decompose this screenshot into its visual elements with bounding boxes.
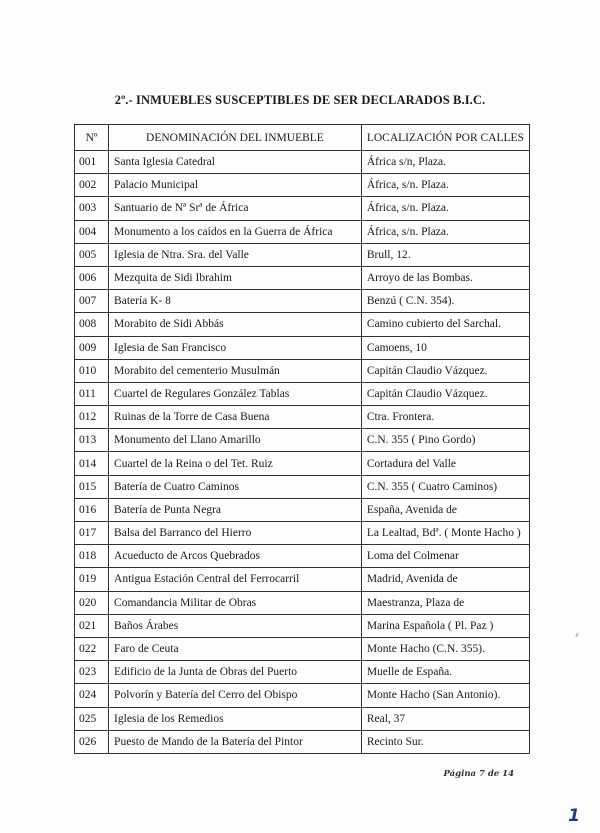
row-number-cell: 002 xyxy=(75,174,109,197)
row-name-cell: Santuario de Nª Srª de África xyxy=(109,197,362,220)
row-name-cell: Batería de Cuatro Caminos xyxy=(109,475,362,498)
row-name-cell: Monumento del Llano Amarillo xyxy=(109,429,362,452)
page-number-footer: Página 7 de 14 xyxy=(443,769,514,779)
row-location-cell: Camoens, 10 xyxy=(361,336,529,359)
row-name-cell: Baños Árabes xyxy=(109,614,362,637)
column-header-name: DENOMINACIÓN DEL INMUEBLE xyxy=(109,125,362,151)
row-number-cell: 005 xyxy=(75,243,109,266)
column-header-num: Nº xyxy=(75,125,109,151)
row-location-cell: Brull, 12. xyxy=(361,243,529,266)
row-location-cell: Loma del Colmenar xyxy=(361,545,529,568)
row-location-cell: Monte Hacho (C.N. 355). xyxy=(361,637,529,660)
table-row xyxy=(75,684,530,707)
table-row xyxy=(75,498,530,521)
table-row xyxy=(75,429,530,452)
row-name-cell: Ruinas de la Torre de Casa Buena xyxy=(109,406,362,429)
row-name-cell: Iglesia de Ntra. Sra. del Valle xyxy=(109,243,362,266)
table-row xyxy=(75,522,530,545)
row-name-cell: Iglesia de San Francisco xyxy=(109,336,362,359)
row-number-cell: 026 xyxy=(75,730,109,753)
row-name-cell: Morabito de Sidi Abbás xyxy=(109,313,362,336)
row-location-cell: Marina Española ( Pl. Paz ) xyxy=(361,614,529,637)
table-row xyxy=(75,382,530,405)
row-number-cell: 023 xyxy=(75,661,109,684)
row-name-cell: Cuartel de Regulares González Tablas xyxy=(109,382,362,405)
row-number-cell: 007 xyxy=(75,290,109,313)
row-location-cell: Cortadura del Valle xyxy=(361,452,529,475)
row-number-cell: 016 xyxy=(75,498,109,521)
row-number-cell: 012 xyxy=(75,406,109,429)
table-row xyxy=(75,220,530,243)
row-name-cell: Iglesia de los Remedios xyxy=(109,707,362,730)
row-location-cell: África, s/n. Plaza. xyxy=(361,220,529,243)
table-row xyxy=(75,336,530,359)
table-row xyxy=(75,614,530,637)
table-row xyxy=(75,707,530,730)
table-header-row xyxy=(75,125,530,151)
table-row xyxy=(75,637,530,660)
table-row xyxy=(75,568,530,591)
table-row xyxy=(75,266,530,289)
row-name-cell: Cuartel de la Reina o del Tet. Ruiz xyxy=(109,452,362,475)
table-row xyxy=(75,475,530,498)
table-row xyxy=(75,730,530,753)
table-row xyxy=(75,197,530,220)
table-row xyxy=(75,591,530,614)
row-location-cell: Capitán Claudio Vázquez. xyxy=(361,382,529,405)
row-number-cell: 021 xyxy=(75,614,109,637)
row-number-cell: 024 xyxy=(75,684,109,707)
row-name-cell: Edificio de la Junta de Obras del Puerto xyxy=(109,661,362,684)
row-location-cell: Benzú ( C.N. 354). xyxy=(361,290,529,313)
table-body xyxy=(75,151,530,754)
table-row xyxy=(75,290,530,313)
row-name-cell: Mezquita de Sidi Ibrahim xyxy=(109,266,362,289)
paper-speck xyxy=(575,633,579,637)
row-name-cell: Monumento a los caídos en la Guerra de África xyxy=(109,220,362,243)
row-location-cell: Ctra. Frontera. xyxy=(361,406,529,429)
row-location-cell: Muelle de España. xyxy=(361,661,529,684)
row-name-cell: Faro de Ceuta xyxy=(109,637,362,660)
row-location-cell: España, Avenida de xyxy=(361,498,529,521)
row-number-cell: 004 xyxy=(75,220,109,243)
row-name-cell: Batería de Punta Negra xyxy=(109,498,362,521)
page-title: 2º.- INMUEBLES SUSCEPTIBLES DE SER DECLARADOS B.I.C. xyxy=(114,93,486,107)
row-number-cell: 022 xyxy=(75,637,109,660)
row-location-cell: C.N. 355 ( Cuatro Caminos) xyxy=(361,475,529,498)
row-number-cell: 001 xyxy=(75,151,109,174)
row-location-cell: África, s/n. Plaza. xyxy=(361,174,529,197)
row-number-cell: 003 xyxy=(75,197,109,220)
column-header-location: LOCALIZACIÓN POR CALLES xyxy=(361,125,529,151)
table-row xyxy=(75,406,530,429)
row-name-cell: Santa Iglesia Catedral xyxy=(109,151,362,174)
row-number-cell: 006 xyxy=(75,266,109,289)
table-row xyxy=(75,313,530,336)
row-location-cell: Camino cubierto del Sarchal. xyxy=(361,313,529,336)
handwritten-page-mark: 1 xyxy=(568,806,580,826)
row-number-cell: 009 xyxy=(75,336,109,359)
row-name-cell: Acueducto de Arcos Quebrados xyxy=(109,545,362,568)
row-location-cell: Madrid, Avenida de xyxy=(361,568,529,591)
row-name-cell: Polvorín y Batería del Cerro del Obispo xyxy=(109,684,362,707)
row-number-cell: 020 xyxy=(75,591,109,614)
row-number-cell: 015 xyxy=(75,475,109,498)
row-number-cell: 011 xyxy=(75,382,109,405)
row-number-cell: 014 xyxy=(75,452,109,475)
row-location-cell: Maestranza, Plaza de xyxy=(361,591,529,614)
table-row xyxy=(75,545,530,568)
row-number-cell: 010 xyxy=(75,359,109,382)
row-name-cell: Balsa del Barranco del Hierro xyxy=(109,522,362,545)
table-row xyxy=(75,174,530,197)
inventory-table xyxy=(74,124,530,754)
row-name-cell: Antigua Estación Central del Ferrocarril xyxy=(109,568,362,591)
row-number-cell: 018 xyxy=(75,545,109,568)
row-number-cell: 017 xyxy=(75,522,109,545)
row-location-cell: C.N. 355 ( Pino Gordo) xyxy=(361,429,529,452)
row-number-cell: 008 xyxy=(75,313,109,336)
row-name-cell: Comandancia Militar de Obras xyxy=(109,591,362,614)
row-name-cell: Morabito del cementerio Musulmán xyxy=(109,359,362,382)
row-name-cell: Palacio Municipal xyxy=(109,174,362,197)
row-location-cell: La Lealtad, Bdª. ( Monte Hacho ) xyxy=(361,522,529,545)
row-location-cell: África s/n, Plaza. xyxy=(361,151,529,174)
row-location-cell: África, s/n. Plaza. xyxy=(361,197,529,220)
table-row xyxy=(75,661,530,684)
row-location-cell: Monte Hacho (San Antonio). xyxy=(361,684,529,707)
row-name-cell: Batería K- 8 xyxy=(109,290,362,313)
table-row xyxy=(75,452,530,475)
table-row xyxy=(75,359,530,382)
row-number-cell: 013 xyxy=(75,429,109,452)
table-row xyxy=(75,243,530,266)
row-location-cell: Recinto Sur. xyxy=(361,730,529,753)
row-location-cell: Capitán Claudio Vázquez. xyxy=(361,359,529,382)
table-row xyxy=(75,151,530,174)
row-name-cell: Puesto de Mando de la Batería del Pintor xyxy=(109,730,362,753)
row-number-cell: 025 xyxy=(75,707,109,730)
row-number-cell: 019 xyxy=(75,568,109,591)
row-location-cell: Real, 37 xyxy=(361,707,529,730)
row-location-cell: Arroyo de las Bombas. xyxy=(361,266,529,289)
